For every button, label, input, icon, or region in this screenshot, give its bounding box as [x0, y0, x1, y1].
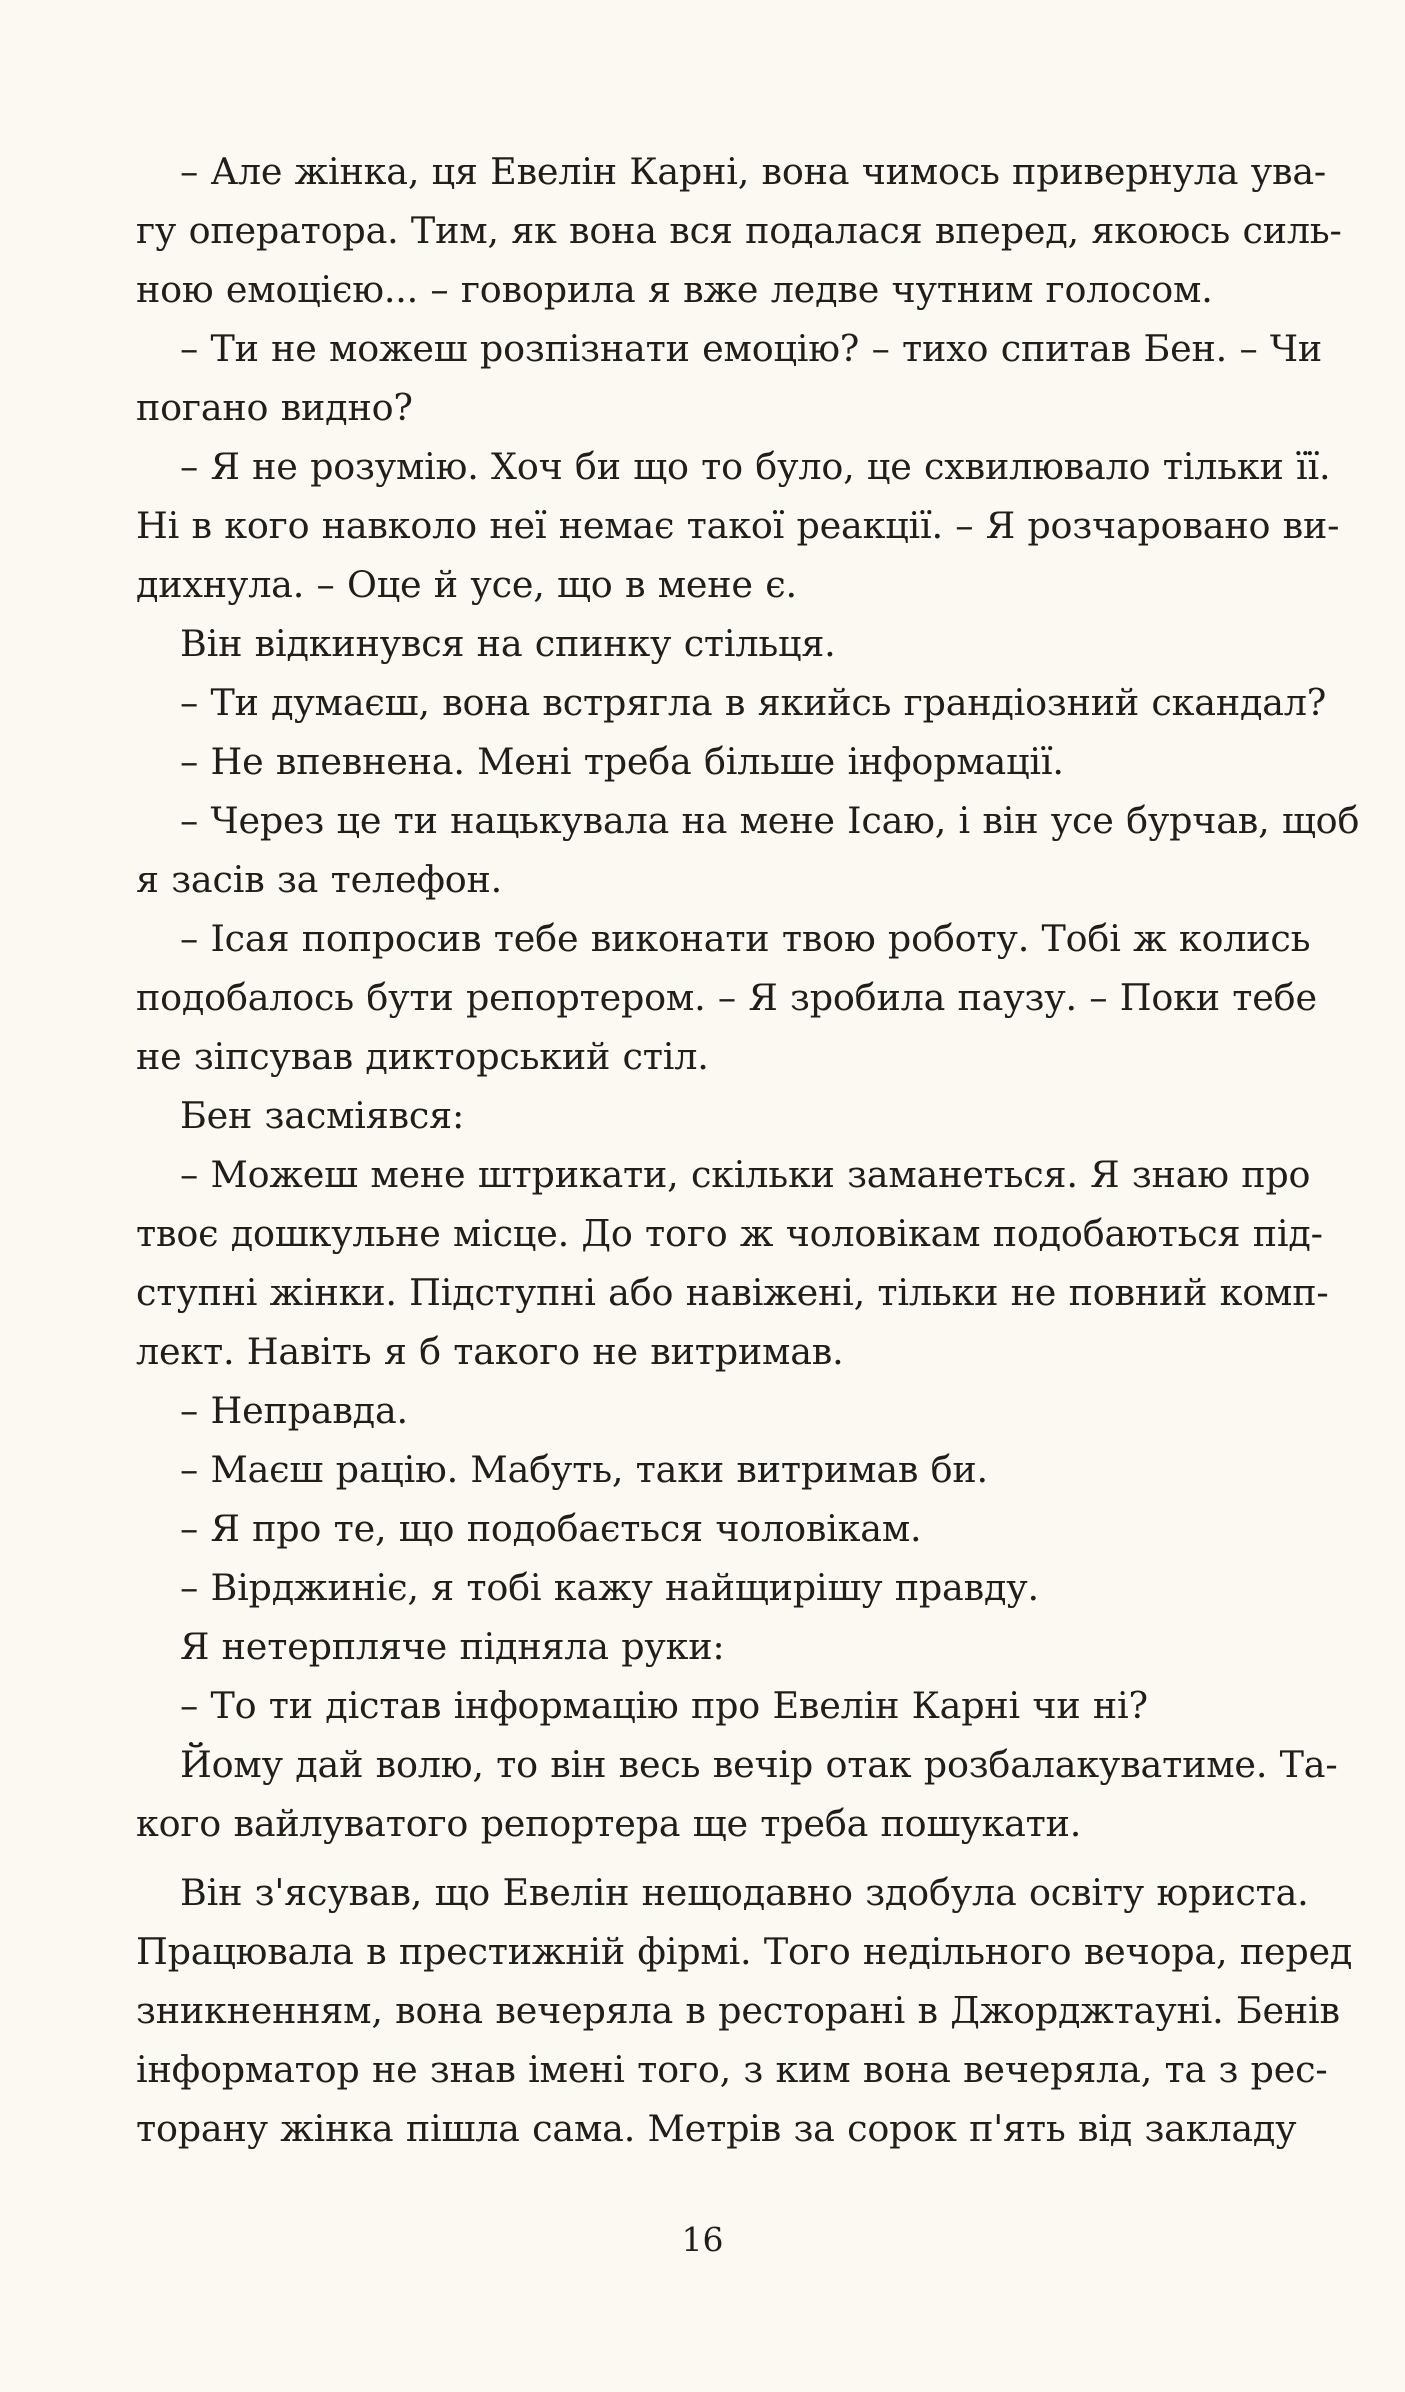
text-line: подобалось бути репортером. – Я зробила паузу. – Поки тебе	[136, 976, 1317, 1019]
text-line: погано видно?	[136, 386, 413, 429]
text-line: – Вірджиніє, я тобі кажу найщирішу правду.	[180, 1566, 1039, 1609]
text-line: Працювала в престижній фірмі. Того недільного вечора, перед	[136, 1930, 1353, 1973]
text-line: – Не впевнена. Мені треба більше інформації.	[180, 740, 1064, 783]
text-line: – Ти не можеш розпізнати емоцію? – тихо спитав Бен. – Чи	[180, 327, 1323, 370]
text-line: Йому дай волю, то він весь вечір отак розбалакуватиме. Та-	[180, 1743, 1338, 1786]
text-line: торану жінка пішла сама. Метрів за сорок п'ять від закладу	[136, 2107, 1297, 2150]
page-text	[136, 142, 1360, 2158]
text-line: – Ти думаєш, вона встрягла в якийсь грандіозний скандал?	[180, 681, 1327, 724]
text-line: не зіпсував дикторський стіл.	[136, 1035, 709, 1078]
text-line: ступні жінки. Підступні або навіжені, тільки не повний комп-	[136, 1271, 1329, 1314]
text-line: кого вайлуватого репортера ще треба пошукати.	[136, 1802, 1082, 1845]
text-line: твоє дошкульне місце. До того ж чоловікам подобаються під-	[136, 1212, 1323, 1255]
text-line: Він з'ясував, що Евелін нещодавно здобула освіту юриста.	[180, 1871, 1309, 1914]
text-line: – То ти дістав інформацію про Евелін Карні чи ні?	[180, 1684, 1148, 1727]
text-line: я засів за телефон.	[136, 858, 503, 901]
text-line: – Неправда.	[180, 1389, 408, 1432]
text-line: – Я про те, що подобається чоловікам.	[180, 1507, 922, 1550]
page-number: 16	[681, 2220, 724, 2259]
text-line: – Можеш мене штрикати, скільки заманеться. Я знаю про	[180, 1153, 1311, 1196]
text-line: лект. Навіть я б такого не витримав.	[136, 1330, 844, 1373]
text-line: гу оператора. Тим, як вона вся подалася вперед, якоюсь силь-	[136, 209, 1342, 252]
text-line: Бен засміявся:	[180, 1094, 465, 1137]
text-line: – Маєш рацію. Мабуть, таки витримав би.	[180, 1448, 988, 1491]
text-line: зникненням, вона вечеряла в ресторані в Джорджтауні. Бенів	[136, 1989, 1340, 2032]
text-line: Ні в кого навколо неї немає такої реакції. – Я розчаровано ви-	[136, 504, 1340, 547]
text-line: – Але жінка, ця Евелін Карні, вона чимось привернула ува-	[180, 150, 1327, 193]
text-line: Він відкинувся на спинку стільця.	[180, 622, 836, 665]
text-line: Я нетерпляче підняла руки:	[180, 1625, 725, 1668]
text-line: інформатор не знав імені того, з ким вона вечеряла, та з рес-	[136, 2048, 1328, 2091]
text-line: – Я не розумію. Хоч би що то було, це схвилювало тільки її.	[180, 445, 1331, 488]
text-line: – Ісая попросив тебе виконати твою роботу. Тобі ж колись	[180, 917, 1311, 960]
text-line: ною емоцією... – говорила я вже ледве чутним голосом.	[136, 268, 1213, 311]
text-line: дихнула. – Оце й усе, що в мене є.	[136, 563, 797, 606]
text-line: – Через це ти нацькувала на мене Ісаю, і він усе бурчав, щоб	[180, 799, 1360, 842]
